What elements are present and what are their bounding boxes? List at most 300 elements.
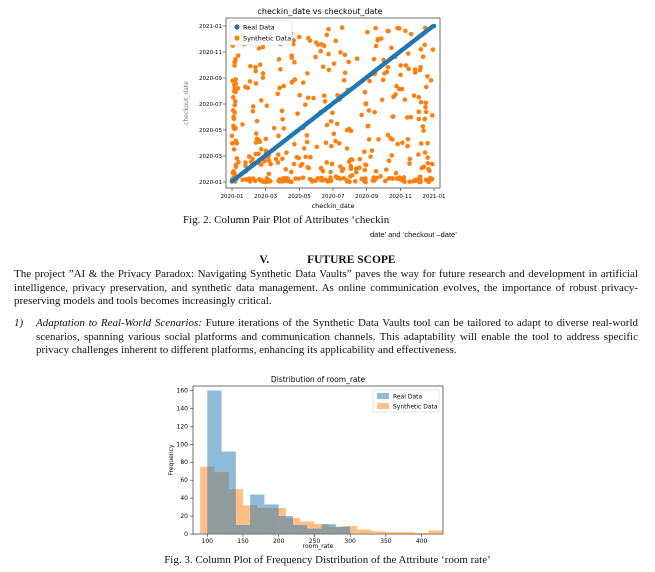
synthetic-point [373, 26, 378, 31]
legend-real-marker [234, 24, 239, 29]
synthetic-point [419, 141, 424, 146]
hist-y-tick-label: 140 [176, 405, 188, 413]
hist-x-tick-label: 100 [201, 538, 214, 545]
synthetic-point [398, 63, 403, 68]
synthetic-point [390, 137, 395, 142]
synthetic-point [417, 176, 422, 181]
synthetic-point [318, 49, 323, 54]
synthetic-point [261, 45, 266, 50]
synthetic-point [328, 170, 333, 175]
synthetic-point [347, 180, 352, 185]
real-bar [207, 390, 221, 534]
synthetic-point [297, 35, 302, 40]
synthetic-point [342, 78, 347, 83]
list-item-number: 1) [14, 317, 24, 329]
synthetic-point [338, 50, 343, 55]
synthetic-point [276, 134, 281, 139]
synthetic-point [301, 175, 306, 180]
synthetic-point [325, 33, 330, 38]
scatter-y-tick-label: 2020-09 [199, 76, 222, 82]
synthetic-point [424, 85, 429, 90]
histogram-chart [165, 372, 450, 552]
synthetic-bar [386, 532, 400, 534]
synthetic-point [308, 177, 313, 182]
real-bar [250, 495, 264, 534]
real-bar [236, 525, 250, 534]
synthetic-point [282, 126, 287, 131]
synthetic-point [276, 160, 281, 165]
synthetic-point [240, 122, 245, 127]
synthetic-point [305, 140, 310, 145]
synthetic-point [316, 176, 321, 181]
hist-ylabel: Frequency [168, 444, 175, 476]
legend-synth-label: Synthetic Data [243, 34, 292, 43]
synthetic-point [231, 95, 236, 100]
synthetic-point [248, 79, 253, 84]
list-item [36, 317, 638, 358]
synthetic-point [357, 157, 362, 162]
synthetic-point [255, 119, 260, 124]
hist-legend [373, 390, 439, 412]
scatter-xlabel: checkin_date [311, 202, 355, 210]
synthetic-point [329, 144, 334, 149]
synthetic-point [335, 176, 340, 181]
synthetic-point [295, 111, 300, 116]
synthetic-point [296, 176, 301, 181]
synthetic-point [417, 95, 422, 100]
synthetic-point [326, 27, 331, 32]
synthetic-point [308, 38, 313, 43]
synthetic-point [231, 108, 236, 113]
synthetic-point [376, 137, 381, 142]
list-item-title: Adaptation to Real-World Scenarios: [36, 317, 202, 329]
synthetic-point [340, 25, 345, 30]
synthetic-point [386, 133, 391, 138]
synthetic-point [284, 150, 289, 155]
synthetic-point [418, 65, 423, 70]
synthetic-point [378, 174, 383, 179]
synthetic-point [232, 127, 237, 132]
synthetic-point [258, 62, 263, 67]
synthetic-point [384, 167, 389, 172]
synthetic-point [277, 57, 282, 62]
scatter-y-tick-label: 2021-01 [199, 24, 222, 30]
hist-legend-synth-label: Synthetic Data [393, 403, 438, 411]
synthetic-point [389, 46, 394, 51]
synthetic-point [381, 78, 386, 83]
synthetic-point [348, 174, 353, 179]
synthetic-point [323, 99, 328, 104]
synthetic-point [281, 176, 286, 181]
synthetic-point [235, 156, 240, 161]
synthetic-point [276, 152, 281, 157]
scatter-x-tick-label: 2020-07 [321, 194, 345, 200]
real-bar [222, 451, 236, 534]
legend-synth-marker [234, 35, 239, 40]
synthetic-point [368, 154, 373, 159]
synthetic-point [406, 137, 411, 142]
scatter-title: checkin_date vs checkout_date [257, 7, 383, 16]
scatter-x-ticks [221, 188, 446, 200]
synthetic-point [301, 80, 306, 85]
synthetic-point [261, 71, 266, 76]
synthetic-point [300, 162, 305, 167]
synthetic-point [419, 166, 424, 171]
synthetic-point [257, 46, 262, 51]
synthetic-point [407, 161, 412, 166]
synthetic-point [275, 91, 280, 96]
synthetic-point [426, 167, 431, 172]
synthetic-point [232, 86, 237, 91]
synthetic-point [408, 179, 413, 184]
synthetic-point [254, 131, 259, 136]
hist-x-tick-label: 400 [415, 538, 428, 545]
synthetic-point [426, 161, 431, 166]
synthetic-point [316, 42, 321, 47]
synthetic-point [305, 133, 310, 138]
synthetic-point [280, 117, 285, 122]
synthetic-point [423, 105, 428, 110]
synthetic-point [233, 99, 238, 104]
synthetic-point [387, 176, 392, 181]
scatter-ylabel: checkout_date [183, 81, 190, 125]
synthetic-point [277, 86, 282, 91]
synthetic-point [430, 113, 435, 118]
synthetic-point [253, 69, 258, 74]
synthetic-point [230, 171, 235, 176]
real-bar [322, 524, 336, 534]
synthetic-point [233, 59, 238, 64]
synthetic-point [297, 93, 302, 98]
synthetic-point [374, 169, 379, 174]
synthetic-point [363, 90, 368, 95]
synthetic-point [354, 166, 359, 171]
hist-x-tick-label: 200 [272, 538, 285, 545]
synthetic-point [335, 122, 340, 127]
synthetic-point [264, 137, 269, 142]
synthetic-point [321, 64, 326, 69]
hist-y-tick-label: 160 [176, 387, 188, 395]
synthetic-point [236, 53, 241, 58]
synthetic-point [421, 128, 426, 133]
synthetic-point [419, 47, 424, 52]
synthetic-bar [357, 530, 371, 534]
synthetic-point [394, 171, 399, 176]
synthetic-point [364, 163, 369, 168]
synthetic-point [253, 65, 258, 70]
synthetic-point [253, 178, 258, 183]
scatter-x-tick-label: 2021-01 [422, 194, 446, 200]
synthetic-point [367, 108, 372, 113]
synthetic-point [423, 150, 428, 155]
synthetic-point [272, 126, 277, 131]
synthetic-point [293, 77, 298, 82]
synthetic-point [398, 73, 403, 78]
synthetic-point [429, 78, 434, 83]
section-title: FUTURE SCOPE [307, 254, 396, 266]
synthetic-point [233, 139, 238, 144]
scatter-y-tick-label: 2020-01 [199, 180, 222, 186]
synthetic-point [256, 151, 261, 156]
synthetic-point [259, 98, 264, 103]
synthetic-point [409, 32, 414, 37]
real-bar [264, 504, 278, 534]
section-heading [0, 254, 655, 266]
hist-y-tick-label: 40 [180, 495, 188, 503]
synthetic-point [372, 57, 377, 62]
synthetic-point [311, 96, 316, 101]
synthetic-point [419, 100, 424, 105]
synthetic-point [374, 44, 379, 49]
synthetic-point [379, 36, 384, 41]
hist-x-tick-label: 350 [380, 538, 392, 545]
figure-2-caption: Fig. 2. Column Pair Plot of Attributes ‘checkin [183, 214, 390, 226]
synthetic-point [230, 134, 235, 139]
hist-x-tick-label: 250 [308, 538, 321, 545]
synthetic-point [430, 162, 435, 167]
synthetic-point [268, 162, 273, 167]
synthetic-point [386, 29, 391, 34]
section-paragraph: The project ”AI & the Privacy Paradox: Navigating Synthetic Data Vaults” paves the way for future research and development in artificial intelligence, privacy preservation, and synthetic data management. As online communication evolves, the importance of robust privacy-preserving models and tools becomes increasingly critical. [14, 268, 638, 308]
synthetic-point [402, 179, 407, 184]
synthetic-point [413, 70, 418, 75]
synthetic-point [406, 51, 411, 56]
synthetic-point [362, 149, 367, 154]
synthetic-point [349, 166, 354, 171]
synthetic-point [355, 56, 360, 61]
scatter-chart [180, 4, 450, 214]
synthetic-point [280, 109, 285, 114]
synthetic-point [332, 61, 337, 66]
synthetic-point [405, 144, 410, 149]
scatter-x-tick-label: 2020-01 [220, 194, 244, 200]
synthetic-point [400, 140, 405, 145]
synthetic-point [343, 71, 348, 76]
synthetic-point [281, 84, 286, 89]
synthetic-point [333, 39, 338, 44]
synthetic-point [416, 152, 421, 157]
synthetic-point [426, 179, 431, 184]
synthetic-point [400, 87, 405, 92]
synthetic-point [303, 155, 308, 160]
synthetic-point [248, 64, 253, 69]
synthetic-point [254, 81, 259, 86]
real-point [432, 24, 437, 29]
scatter-x-tick-label: 2020-03 [254, 194, 278, 200]
synthetic-bar [429, 530, 443, 534]
synthetic-point [303, 102, 308, 107]
synthetic-point [417, 117, 422, 122]
synthetic-point [390, 114, 395, 119]
synthetic-point [403, 29, 408, 34]
synthetic-point [421, 54, 426, 59]
synthetic-point [422, 117, 427, 122]
synthetic-point [340, 169, 345, 174]
synthetic-point [422, 43, 427, 48]
synthetic-point [416, 110, 421, 115]
synthetic-point [313, 55, 318, 60]
synthetic-point [389, 153, 394, 158]
synthetic-point [278, 67, 283, 72]
hist-y-tick-label: 20 [180, 513, 188, 521]
synthetic-point [359, 177, 364, 182]
synthetic-point [347, 159, 352, 164]
synthetic-point [424, 100, 429, 105]
hist-x-tick-label: 150 [237, 538, 249, 545]
hist-y-ticks [177, 387, 193, 538]
synthetic-point [321, 169, 326, 174]
synthetic-point [425, 155, 430, 160]
synthetic-point [366, 124, 371, 129]
scatter-x-tick-label: 2020-11 [388, 194, 412, 200]
real-bar [279, 516, 293, 534]
synthetic-point [385, 70, 390, 75]
synthetic-point [306, 95, 311, 100]
synthetic-point [259, 162, 264, 167]
hist-y-tick-label: 60 [180, 477, 188, 485]
synthetic-point [380, 97, 385, 102]
scatter-x-tick-label: 2020-09 [355, 194, 379, 200]
scatter-y-ticks [199, 24, 226, 186]
figure-3-caption: Fig. 3. Column Plot of Frequency Distribution of the Attribute ‘room rate’ [164, 554, 491, 566]
hist-y-tick-label: 0 [184, 531, 188, 538]
synthetic-point [251, 109, 256, 114]
synthetic-point [234, 163, 239, 168]
synthetic-point [230, 78, 235, 83]
synthetic-point [330, 162, 335, 167]
synthetic-point [232, 147, 237, 152]
synthetic-point [424, 110, 429, 115]
synthetic-point [243, 85, 248, 90]
synthetic-point [365, 30, 370, 35]
synthetic-point [333, 139, 338, 144]
synthetic-point [248, 176, 253, 181]
synthetic-point [332, 131, 337, 136]
synthetic-point [359, 113, 364, 118]
scatter-y-tick-label: 2020-11 [199, 50, 222, 56]
synthetic-point [326, 179, 331, 184]
synthetic-point [261, 75, 266, 80]
synthetic-point [412, 93, 417, 98]
real-bar [307, 529, 321, 534]
real-bar [336, 527, 350, 534]
synthetic-point [338, 164, 343, 169]
synthetic-point [408, 157, 413, 162]
synthetic-point [325, 123, 330, 128]
synthetic-point [305, 71, 310, 76]
synthetic-point [395, 26, 400, 31]
synthetic-point [322, 93, 327, 98]
figure-2-caption-sub: date’ and ‘checkout –date’ [370, 230, 457, 239]
synthetic-point [346, 60, 351, 65]
synthetic-point [387, 158, 392, 163]
synthetic-point [292, 60, 297, 65]
synthetic-point [345, 146, 350, 151]
synthetic-point [264, 103, 269, 108]
synthetic-bar [414, 533, 428, 534]
hist-y-tick-label: 80 [180, 459, 188, 467]
synthetic-point [395, 176, 400, 181]
synthetic-point [295, 155, 300, 160]
synthetic-point [289, 170, 294, 175]
synthetic-point [259, 147, 264, 152]
scatter-legend [230, 21, 292, 45]
synthetic-point [280, 156, 285, 161]
synthetic-point [314, 145, 319, 150]
scatter-x-tick-label: 2020-05 [287, 194, 311, 200]
hist-xlabel: room_rate [302, 543, 334, 550]
synthetic-point [391, 95, 396, 100]
hist-legend-real-label: Real Data [393, 393, 423, 401]
synthetic-point [353, 179, 358, 184]
synthetic-point [276, 179, 281, 184]
synthetic-point [343, 53, 348, 58]
synthetic-point [255, 136, 260, 141]
synthetic-point [337, 141, 342, 146]
synthetic-point [231, 116, 236, 121]
real-bar [293, 525, 307, 534]
hist-x-tick-label: 300 [344, 538, 356, 545]
synthetic-bar [372, 531, 386, 534]
legend-real-label: Real Data [243, 23, 275, 32]
synthetic-point [326, 52, 331, 57]
synthetic-point [289, 53, 294, 58]
synthetic-point [251, 104, 256, 109]
section-number: V. [259, 254, 270, 266]
synthetic-point [431, 47, 436, 52]
synthetic-point [292, 142, 297, 147]
synthetic-point [372, 110, 377, 115]
synthetic-bar [400, 532, 414, 534]
synthetic-point [292, 162, 297, 167]
synthetic-point [395, 142, 400, 147]
synthetic-point [363, 168, 368, 173]
synthetic-point [367, 137, 372, 142]
synthetic-point [284, 167, 289, 172]
synthetic-point [265, 176, 270, 181]
synthetic-point [324, 140, 329, 145]
synthetic-point [308, 155, 313, 160]
synthetic-point [405, 115, 410, 120]
hist-legend-synth-swatch [377, 403, 389, 409]
synthetic-point [403, 97, 408, 102]
scatter-y-tick-label: 2020-03 [199, 154, 222, 160]
synthetic-point [267, 172, 272, 177]
hist-y-tick-label: 100 [176, 441, 188, 449]
scatter-y-tick-label: 2020-07 [199, 102, 222, 108]
synthetic-point [324, 160, 329, 165]
synthetic-point [367, 79, 372, 84]
synthetic-point [287, 179, 292, 184]
synthetic-point [386, 65, 391, 70]
scatter-y-tick-label: 2020-05 [199, 128, 222, 134]
synthetic-point [370, 148, 375, 153]
synthetic-point [258, 178, 263, 183]
synthetic-point [425, 74, 430, 79]
synthetic-point [345, 128, 350, 133]
synthetic-point [302, 146, 307, 151]
synthetic-point [421, 124, 426, 129]
synthetic-point [329, 119, 334, 124]
hist-y-tick-label: 120 [176, 423, 188, 431]
synthetic-point [406, 67, 411, 72]
hist-legend-real-swatch [377, 393, 389, 399]
synthetic-point [330, 111, 335, 116]
synthetic-point [305, 165, 310, 170]
synthetic-point [425, 141, 430, 146]
hist-title: Distribution of room_rate [270, 375, 366, 384]
list-item-text: Future iterations of the Synthetic Data Vaults tool can be tailored to adapt to diverse real-world scenarios, spanning various social platforms and communication channels. This adaptability will enable the tool to address specific privacy challenges inherent to different platforms, enhancing its applicability and effectiveness. [36, 317, 639, 357]
